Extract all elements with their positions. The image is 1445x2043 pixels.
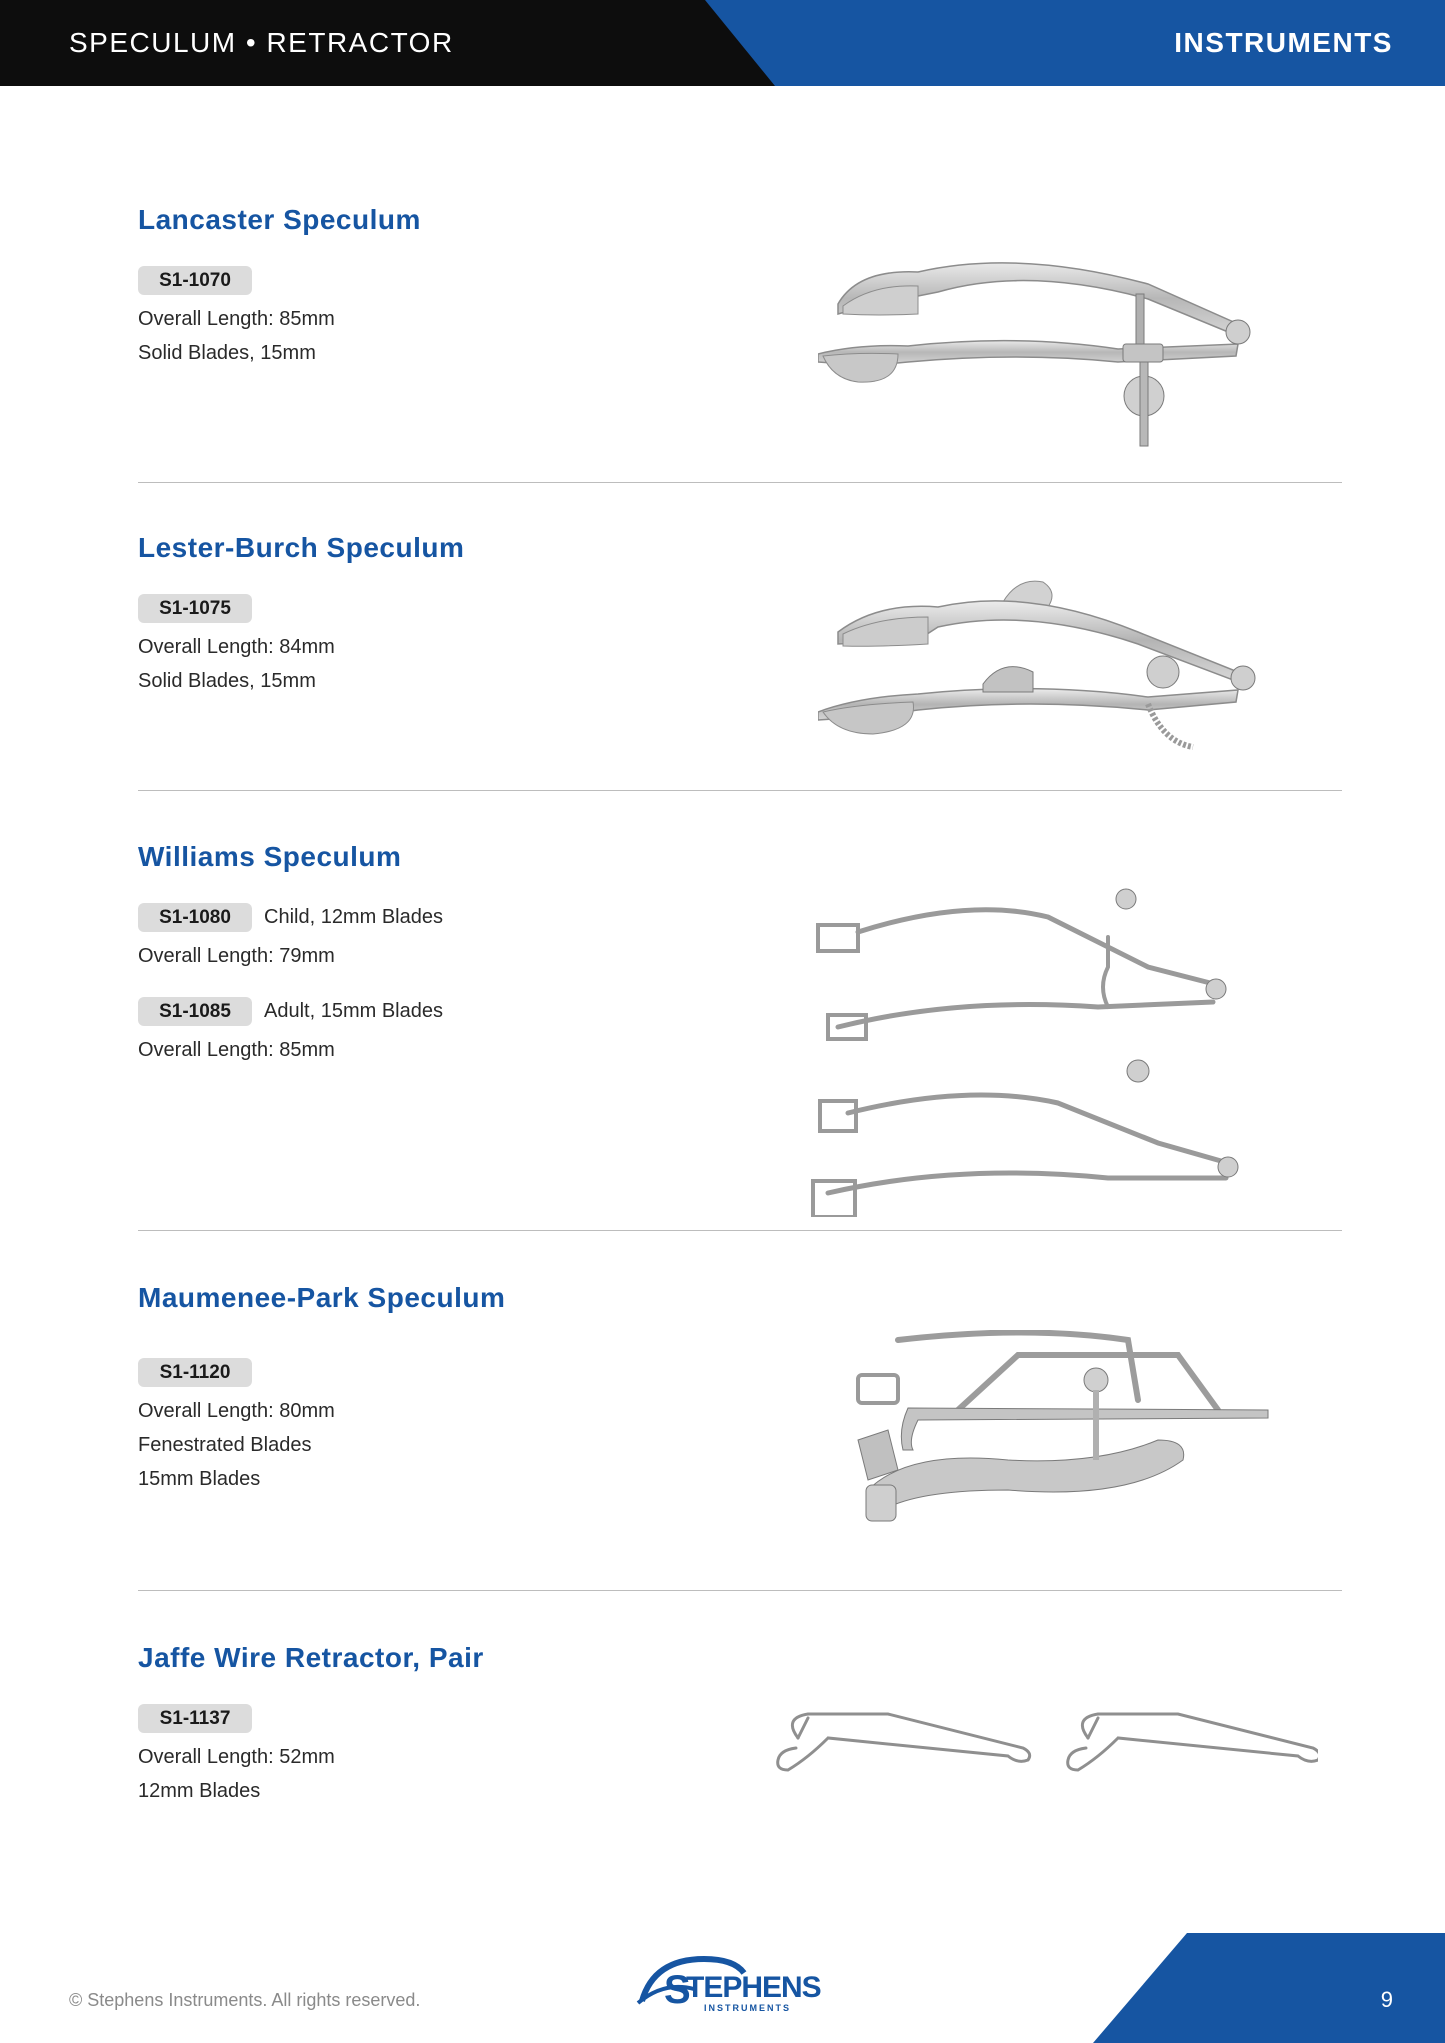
- williams-speculum-photos: [808, 877, 1288, 1217]
- spec-line: Overall Length: 85mm: [138, 1039, 335, 1061]
- product-lester-burch-speculum: [138, 528, 1342, 788]
- divider: [138, 1590, 1342, 1591]
- section-title: SPECULUM • RETRACTOR: [69, 27, 454, 58]
- product-name: Jaffe Wire Retractor, Pair: [138, 1642, 484, 1673]
- spec-line: Overall Length: 85mm: [138, 308, 335, 330]
- lester-burch-speculum-photo: [818, 572, 1278, 782]
- lancaster-speculum-photo: [818, 244, 1278, 454]
- spec-line: Solid Blades, 15mm: [138, 670, 316, 692]
- divider: [138, 790, 1342, 791]
- copyright-text: © Stephens Instruments. All rights reserved.: [69, 1990, 421, 2010]
- maumenee-park-speculum-photo: [828, 1330, 1278, 1560]
- svg-text:S: S: [664, 1968, 691, 2012]
- sku-badge: S1-1137: [138, 1704, 252, 1733]
- spec-line: Overall Length: 52mm: [138, 1746, 335, 1768]
- svg-text:INSTRUMENTS: INSTRUMENTS: [704, 2003, 791, 2013]
- spec-line: Overall Length: 79mm: [138, 945, 335, 967]
- category-title: INSTRUMENTS: [1174, 27, 1393, 58]
- product-maumenee-park-speculum: [138, 1278, 1342, 1578]
- sku-note: Adult, 15mm Blades: [264, 1000, 443, 1022]
- product-name: Lester-Burch Speculum: [138, 532, 465, 563]
- sku-badge: S1-1075: [138, 594, 252, 623]
- spec-line: Overall Length: 80mm: [138, 1400, 335, 1422]
- spec-line: Overall Length: 84mm: [138, 636, 335, 658]
- spec-line: 12mm Blades: [138, 1780, 261, 1802]
- spec-line: 15mm Blades: [138, 1468, 261, 1490]
- sku-badge: S1-1070: [138, 266, 252, 295]
- product-williams-speculum: [138, 837, 1342, 1227]
- spec-line: Solid Blades, 15mm: [138, 342, 316, 364]
- product-name: Williams Speculum: [138, 841, 402, 872]
- product-jaffe-wire-retractor: [138, 1638, 1342, 1838]
- product-lancaster-speculum: [138, 200, 1342, 460]
- sku-badge: S1-1080: [138, 903, 252, 932]
- sku-badge: S1-1120: [138, 1358, 252, 1387]
- product-name: Lancaster Speculum: [138, 204, 421, 235]
- spec-line: Fenestrated Blades: [138, 1434, 312, 1456]
- page-footer: [0, 1933, 1445, 2043]
- sku-badge: S1-1085: [138, 997, 252, 1026]
- svg-text:TEPHENS: TEPHENS: [686, 1971, 821, 2004]
- product-name: Maumenee-Park Speculum: [138, 1282, 506, 1313]
- page-header: [0, 0, 1445, 86]
- jaffe-wire-retractor-photo: [768, 1708, 1318, 1798]
- stephens-logo: [634, 1951, 844, 2017]
- divider: [138, 482, 1342, 483]
- sku-note: Child, 12mm Blades: [264, 906, 443, 928]
- divider: [138, 1230, 1342, 1231]
- page-number: 9: [1380, 1987, 1393, 2012]
